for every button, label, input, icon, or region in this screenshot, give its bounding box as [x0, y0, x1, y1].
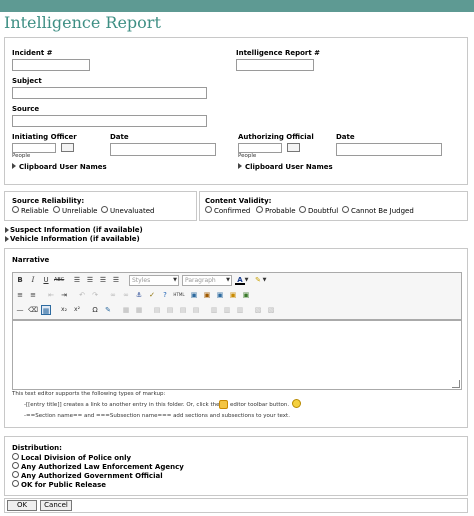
- initiating-date-label: Date: [110, 133, 129, 141]
- initiating-clipboard-link[interactable]: Clipboard User Names: [19, 163, 107, 171]
- html-source-icon[interactable]: HTML: [173, 292, 185, 297]
- probable-radio[interactable]: [256, 206, 263, 213]
- bullet-list-icon[interactable]: ≡: [17, 291, 23, 299]
- col-insert-after-icon[interactable]: ▥: [223, 306, 231, 314]
- government-official-label: Any Authorized Government Official: [21, 472, 163, 480]
- link-icon[interactable]: ∞: [110, 291, 116, 299]
- styles-select-text: Styles: [132, 277, 151, 284]
- public-release-radio[interactable]: [12, 480, 19, 487]
- markup-help-line1: -[[entry title]] creates a link to another entry in this folder. Or, click the: [24, 402, 220, 408]
- resize-grip-icon[interactable]: [452, 380, 460, 388]
- incident-input[interactable]: [12, 59, 90, 71]
- eraser-icon[interactable]: ⌫: [28, 306, 38, 314]
- align-center-icon[interactable]: ☰: [86, 276, 94, 284]
- cannot-be-judged-radio[interactable]: [342, 206, 349, 213]
- initiating-officer-lookup-button[interactable]: [61, 143, 74, 152]
- chevron-down-icon[interactable]: ▼: [262, 277, 267, 283]
- unreliable-label: Unreliable: [62, 207, 98, 215]
- authorizing-official-label: Authorizing Official: [238, 133, 314, 141]
- chevron-down-icon: ▼: [173, 277, 177, 283]
- toolbar-row-1: [13, 274, 453, 287]
- initiating-officer-input[interactable]: [12, 143, 56, 153]
- content-validity-panel: [199, 191, 468, 221]
- col-insert-before-icon[interactable]: ▥: [210, 306, 218, 314]
- authorizing-date-input[interactable]: [336, 143, 442, 156]
- unreliable-radio[interactable]: [53, 206, 60, 213]
- insert-media-icon[interactable]: ▣: [203, 291, 211, 299]
- highlight-color-icon[interactable]: ✎: [255, 276, 261, 284]
- merge-cells-icon[interactable]: ▧: [267, 306, 275, 314]
- actions-bar: [4, 498, 468, 513]
- narrative-editor[interactable]: [12, 320, 462, 390]
- subject-input[interactable]: [12, 87, 207, 99]
- visual-aid-icon[interactable]: ▦: [42, 307, 50, 315]
- initiating-officer-label: Initiating Officer: [12, 133, 77, 141]
- table-props-icon[interactable]: ▦: [135, 306, 143, 314]
- authorizing-official-lookup-button[interactable]: [287, 143, 300, 152]
- unevaluated-label: Unevaluated: [110, 207, 155, 215]
- source-reliability-label: Source Reliability:: [12, 197, 85, 205]
- toolbar-row-3: [13, 304, 453, 317]
- indent-icon[interactable]: ⇥: [61, 291, 67, 299]
- insert-image-icon[interactable]: ▣: [190, 291, 198, 299]
- cleanup-icon[interactable]: ✓: [149, 291, 155, 299]
- insert-table-icon[interactable]: ▦: [122, 306, 130, 314]
- authorizing-people-label: People: [238, 153, 257, 159]
- content-validity-label: Content Validity:: [205, 197, 272, 205]
- local-division-label: Local Division of Police only: [21, 454, 132, 462]
- markup-help-intro: This text editor supports the following types of markup:: [12, 391, 166, 397]
- doubtful-radio[interactable]: [299, 206, 306, 213]
- confirmed-label: Confirmed: [214, 207, 251, 215]
- special-character-icon[interactable]: Ω: [92, 306, 98, 314]
- unevaluated-radio[interactable]: [101, 206, 108, 213]
- help-icon[interactable]: ?: [163, 291, 167, 299]
- authorizing-official-input[interactable]: [238, 143, 282, 153]
- suspect-info-toggle[interactable]: Suspect Information (if available): [10, 226, 143, 234]
- probable-label: Probable: [265, 207, 296, 215]
- font-color-icon[interactable]: A: [235, 275, 245, 285]
- paragraph-select[interactable]: [182, 275, 232, 286]
- horizontal-rule-icon[interactable]: —: [16, 306, 24, 314]
- page-title: Intelligence Report: [4, 13, 161, 32]
- underline-icon[interactable]: U: [43, 276, 49, 284]
- anchor-icon[interactable]: ⚓: [135, 291, 143, 299]
- suspect-expand-icon[interactable]: [5, 227, 9, 233]
- authorizing-clipboard-link[interactable]: Clipboard User Names: [245, 163, 333, 171]
- redo-icon[interactable]: ↷: [92, 291, 98, 299]
- chevron-down-icon: ▼: [226, 277, 230, 283]
- law-enforcement-radio[interactable]: [12, 462, 19, 469]
- initiating-people-label: People: [12, 153, 31, 159]
- insert-file-icon[interactable]: ▣: [216, 291, 224, 299]
- split-cells-icon[interactable]: ▧: [254, 306, 262, 314]
- source-reliability-panel: [4, 191, 197, 221]
- markup-help-line1-end: editor toolbar button.: [230, 402, 290, 408]
- chevron-down-icon[interactable]: ▼: [244, 277, 249, 283]
- col-delete-icon[interactable]: ▥: [236, 306, 244, 314]
- entry-link-icon: [219, 400, 228, 409]
- authorizing-date-label: Date: [336, 133, 355, 141]
- align-right-icon[interactable]: ☰: [99, 276, 107, 284]
- government-official-radio[interactable]: [12, 471, 19, 478]
- cannot-be-judged-label: Cannot Be Judged: [351, 207, 414, 215]
- subject-label: Subject: [12, 77, 42, 85]
- superscript-icon[interactable]: x²: [74, 306, 80, 313]
- reliable-radio[interactable]: [12, 206, 19, 213]
- vehicle-info-toggle[interactable]: Vehicle Information (if available): [10, 235, 140, 243]
- outdent-icon[interactable]: ⇤: [48, 291, 54, 299]
- confirmed-radio[interactable]: [205, 206, 212, 213]
- info-icon: [292, 399, 301, 408]
- source-input[interactable]: [12, 115, 207, 127]
- insert-template-icon[interactable]: ▣: [242, 291, 250, 299]
- vehicle-expand-icon[interactable]: [5, 236, 9, 242]
- unlink-icon[interactable]: ∞: [123, 291, 129, 299]
- doubtful-label: Doubtful: [308, 207, 339, 215]
- local-division-radio[interactable]: [12, 453, 19, 460]
- ok-button[interactable]: OK: [7, 500, 37, 511]
- bold-icon[interactable]: B: [17, 276, 23, 284]
- clipboard-expand-icon[interactable]: [12, 163, 16, 169]
- subscript-icon[interactable]: x₂: [61, 306, 67, 313]
- clipboard-expand-icon[interactable]: [238, 163, 242, 169]
- report-number-label: Intelligence Report #: [236, 49, 321, 57]
- markup-help-line2: -==Section name== and ===Subsection name=== add sections and subsections to your text.: [24, 413, 290, 419]
- align-justify-icon[interactable]: ☰: [112, 276, 120, 284]
- styles-select[interactable]: [129, 275, 179, 286]
- row-insert-after-icon[interactable]: ▤: [179, 306, 187, 314]
- row-delete-icon[interactable]: ▤: [192, 306, 200, 314]
- law-enforcement-label: Any Authorized Law Enforcement Agency: [21, 463, 184, 471]
- toolbar-row-2: [13, 289, 453, 302]
- distribution-label: Distribution:: [12, 444, 62, 452]
- insert-entry-link-icon[interactable]: ▣: [229, 291, 237, 299]
- reliable-label: Reliable: [21, 207, 49, 215]
- report-number-input[interactable]: [236, 59, 314, 71]
- edit-icon[interactable]: ✎: [105, 306, 111, 314]
- strikethrough-icon[interactable]: ABC: [54, 277, 65, 283]
- row-insert-before-icon[interactable]: ▤: [166, 306, 174, 314]
- align-left-icon[interactable]: ☰: [73, 276, 81, 284]
- public-release-label: OK for Public Release: [21, 481, 106, 489]
- undo-icon[interactable]: ↶: [79, 291, 85, 299]
- top-banner: [0, 0, 474, 12]
- cancel-button[interactable]: Cancel: [40, 500, 72, 511]
- initiating-date-input[interactable]: [110, 143, 216, 156]
- paragraph-select-text: Paragraph: [185, 277, 216, 284]
- numbered-list-icon[interactable]: ≡: [30, 291, 36, 299]
- italic-icon[interactable]: I: [31, 276, 35, 284]
- row-props-icon[interactable]: ▤: [153, 306, 161, 314]
- source-label: Source: [12, 105, 40, 113]
- incident-label: Incident #: [12, 49, 53, 57]
- narrative-label: Narrative: [12, 256, 50, 264]
